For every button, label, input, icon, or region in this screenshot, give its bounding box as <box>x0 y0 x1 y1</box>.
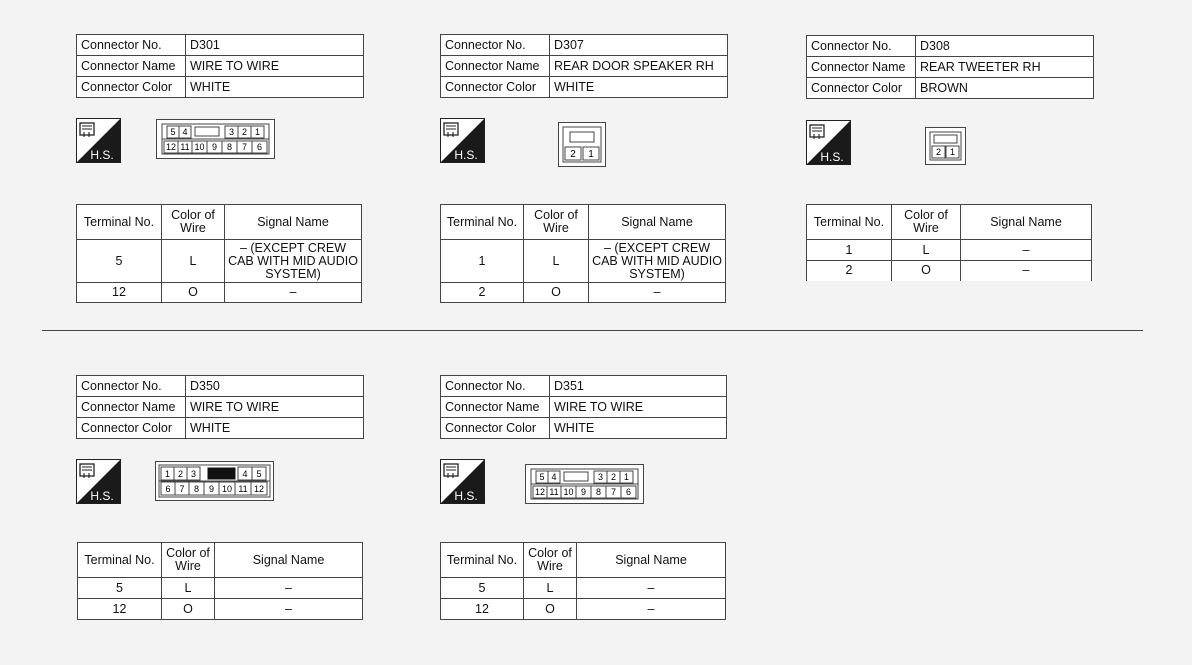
svg-text:9: 9 <box>580 487 587 497</box>
terminal-no-header: Terminal No. <box>78 543 162 578</box>
terminal-no-header: Terminal No. <box>807 205 892 240</box>
svg-text:10: 10 <box>563 487 574 497</box>
svg-text:2: 2 <box>177 469 184 479</box>
terminal-no-cell: 5 <box>441 578 524 599</box>
svg-text:4: 4 <box>182 127 188 137</box>
connector-info-table <box>76 34 364 98</box>
connector-name-label: Connector Name <box>77 56 186 77</box>
signal-name-cell: – <box>589 283 726 303</box>
connector-face-d301 <box>156 119 275 159</box>
svg-text:H.S.: H.S. <box>90 489 114 503</box>
wire-color-cell: L <box>524 578 577 599</box>
svg-text:9: 9 <box>211 142 218 152</box>
svg-text:8: 8 <box>595 487 602 497</box>
svg-text:9: 9 <box>208 484 215 494</box>
terminal-no-cell: 12 <box>441 599 524 620</box>
connector-name-label: Connector Name <box>441 56 550 77</box>
terminal-no-header: Terminal No. <box>441 205 524 240</box>
color-of-wire-header: Color of Wire <box>162 205 225 240</box>
connector-no-value: D351 <box>550 376 727 397</box>
connector-name-value: WIRE TO WIRE <box>186 56 364 77</box>
wire-color-cell: O <box>162 283 225 303</box>
connector-color-label: Connector Color <box>807 78 916 99</box>
svg-text:H.S.: H.S. <box>454 489 478 503</box>
connector-no-value: D307 <box>550 35 728 56</box>
signal-name-cell: – <box>961 261 1092 281</box>
signal-name-cell: – <box>215 599 363 620</box>
svg-text:3: 3 <box>597 472 604 482</box>
connector-color-label: Connector Color <box>77 77 186 98</box>
signal-name-cell: – <box>577 578 726 599</box>
connector-color-label: Connector Color <box>77 418 186 439</box>
connector-face-d350 <box>155 461 274 501</box>
svg-text:5: 5 <box>170 127 176 137</box>
svg-text:8: 8 <box>193 484 200 494</box>
connector-color-value: WHITE <box>186 418 364 439</box>
connector-name-value: WIRE TO WIRE <box>186 397 364 418</box>
svg-text:4: 4 <box>551 472 557 482</box>
svg-text:7: 7 <box>179 484 185 494</box>
connector-color-label: Connector Color <box>441 418 550 439</box>
connector-name-label: Connector Name <box>441 397 550 418</box>
table-row <box>807 240 1092 261</box>
svg-text:10: 10 <box>221 484 233 494</box>
signal-name-header: Signal Name <box>215 543 363 578</box>
connector-info-table <box>76 375 364 439</box>
svg-text:6: 6 <box>625 487 632 497</box>
svg-text:2: 2 <box>610 472 617 482</box>
terminal-no-cell: 12 <box>77 283 162 303</box>
svg-text:11: 11 <box>238 484 248 494</box>
terminal-table <box>440 542 726 620</box>
connector-no-label: Connector No. <box>77 376 186 397</box>
signal-name-cell: – (EXCEPT CREW CAB WITH MID AUDIO SYSTEM) <box>225 240 362 283</box>
connector-info-table <box>440 34 728 98</box>
wire-color-cell: L <box>162 578 215 599</box>
signal-name-cell: – <box>961 240 1092 261</box>
svg-text:5: 5 <box>539 472 545 482</box>
svg-text:5: 5 <box>256 469 262 479</box>
color-of-wire-header: Color of Wire <box>524 205 589 240</box>
connector-info-table <box>806 35 1094 99</box>
svg-text:H.S.: H.S. <box>90 148 114 162</box>
svg-text:3: 3 <box>228 127 235 137</box>
svg-text:H.S.: H.S. <box>820 150 844 164</box>
terminal-table <box>806 204 1092 281</box>
wire-color-cell: O <box>524 599 577 620</box>
svg-text:3: 3 <box>190 469 197 479</box>
signal-name-header: Signal Name <box>225 205 362 240</box>
signal-name-cell: – <box>225 283 362 303</box>
harness-side-icon <box>76 459 121 504</box>
connector-name-value: REAR DOOR SPEAKER RH <box>550 56 728 77</box>
table-row <box>441 599 726 620</box>
svg-text:1: 1 <box>254 127 261 137</box>
svg-text:6: 6 <box>165 484 171 494</box>
connector-name-label: Connector Name <box>77 397 186 418</box>
terminal-table <box>77 542 363 620</box>
table-row <box>441 283 726 303</box>
connector-no-label: Connector No. <box>441 376 550 397</box>
terminal-no-header: Terminal No. <box>77 205 162 240</box>
svg-text:7: 7 <box>610 487 617 497</box>
connector-no-label: Connector No. <box>77 35 186 56</box>
table-row <box>78 599 363 620</box>
connector-no-label: Connector No. <box>807 36 916 57</box>
svg-text:2: 2 <box>570 149 576 160</box>
color-of-wire-header: Color of Wire <box>892 205 961 240</box>
svg-text:12: 12 <box>165 142 177 152</box>
svg-text:1: 1 <box>164 469 171 479</box>
table-row <box>441 240 726 283</box>
wire-color-cell: L <box>892 240 961 261</box>
section-divider <box>42 330 1143 331</box>
color-of-wire-header: Color of Wire <box>524 543 577 578</box>
wire-color-cell: O <box>162 599 215 620</box>
wire-color-cell: L <box>524 240 589 283</box>
connector-no-value: D301 <box>186 35 364 56</box>
color-of-wire-header: Color of Wire <box>162 543 215 578</box>
svg-text:1: 1 <box>949 147 956 157</box>
terminal-no-cell: 2 <box>441 283 524 303</box>
wire-color-cell: O <box>524 283 589 303</box>
svg-text:12: 12 <box>253 484 265 494</box>
terminal-no-cell: 5 <box>78 578 162 599</box>
harness-side-icon <box>440 118 485 163</box>
signal-name-header: Signal Name <box>961 205 1092 240</box>
table-row <box>441 578 726 599</box>
connector-face-d351 <box>525 464 644 504</box>
signal-name-cell: – <box>215 578 363 599</box>
connector-color-value: WHITE <box>550 77 728 98</box>
svg-text:1: 1 <box>588 149 594 160</box>
table-row <box>77 240 362 283</box>
table-row <box>77 283 362 303</box>
svg-text:10: 10 <box>194 142 205 152</box>
connector-info-table <box>440 375 727 439</box>
connector-color-value: BROWN <box>916 78 1094 99</box>
terminal-table <box>440 204 726 303</box>
table-row <box>78 578 363 599</box>
harness-side-icon <box>76 118 121 163</box>
terminal-no-header: Terminal No. <box>441 543 524 578</box>
terminal-table <box>76 204 362 303</box>
signal-name-cell: – (EXCEPT CREW CAB WITH MID AUDIO SYSTEM) <box>589 240 726 283</box>
terminal-no-cell: 12 <box>78 599 162 620</box>
svg-text:11: 11 <box>180 142 190 152</box>
svg-text:2: 2 <box>935 147 942 157</box>
svg-text:2: 2 <box>241 127 248 137</box>
signal-name-header: Signal Name <box>577 543 726 578</box>
terminal-no-cell: 1 <box>441 240 524 283</box>
wire-color-cell: L <box>162 240 225 283</box>
svg-text:8: 8 <box>226 142 233 152</box>
table-row <box>807 261 1092 281</box>
svg-text:6: 6 <box>256 142 263 152</box>
harness-side-icon <box>806 120 851 165</box>
connector-no-value: D308 <box>916 36 1094 57</box>
signal-name-header: Signal Name <box>589 205 726 240</box>
connector-name-value: WIRE TO WIRE <box>550 397 727 418</box>
connector-color-value: WHITE <box>550 418 727 439</box>
connector-no-value: D350 <box>186 376 364 397</box>
terminal-no-cell: 5 <box>77 240 162 283</box>
connector-name-value: REAR TWEETER RH <box>916 57 1094 78</box>
svg-text:7: 7 <box>241 142 248 152</box>
connector-name-label: Connector Name <box>807 57 916 78</box>
svg-text:H.S.: H.S. <box>454 148 478 162</box>
connector-color-value: WHITE <box>186 77 364 98</box>
terminal-no-cell: 1 <box>807 240 892 261</box>
wire-color-cell: O <box>892 261 961 281</box>
svg-text:1: 1 <box>623 472 630 482</box>
svg-text:4: 4 <box>242 469 248 479</box>
connector-face-d308 <box>925 127 966 165</box>
connector-face-d307 <box>558 122 606 167</box>
signal-name-cell: – <box>577 599 726 620</box>
terminal-no-cell: 2 <box>807 261 892 281</box>
harness-side-icon <box>440 459 485 504</box>
svg-text:12: 12 <box>534 487 546 497</box>
svg-text:11: 11 <box>549 487 559 497</box>
connector-color-label: Connector Color <box>441 77 550 98</box>
connector-no-label: Connector No. <box>441 35 550 56</box>
